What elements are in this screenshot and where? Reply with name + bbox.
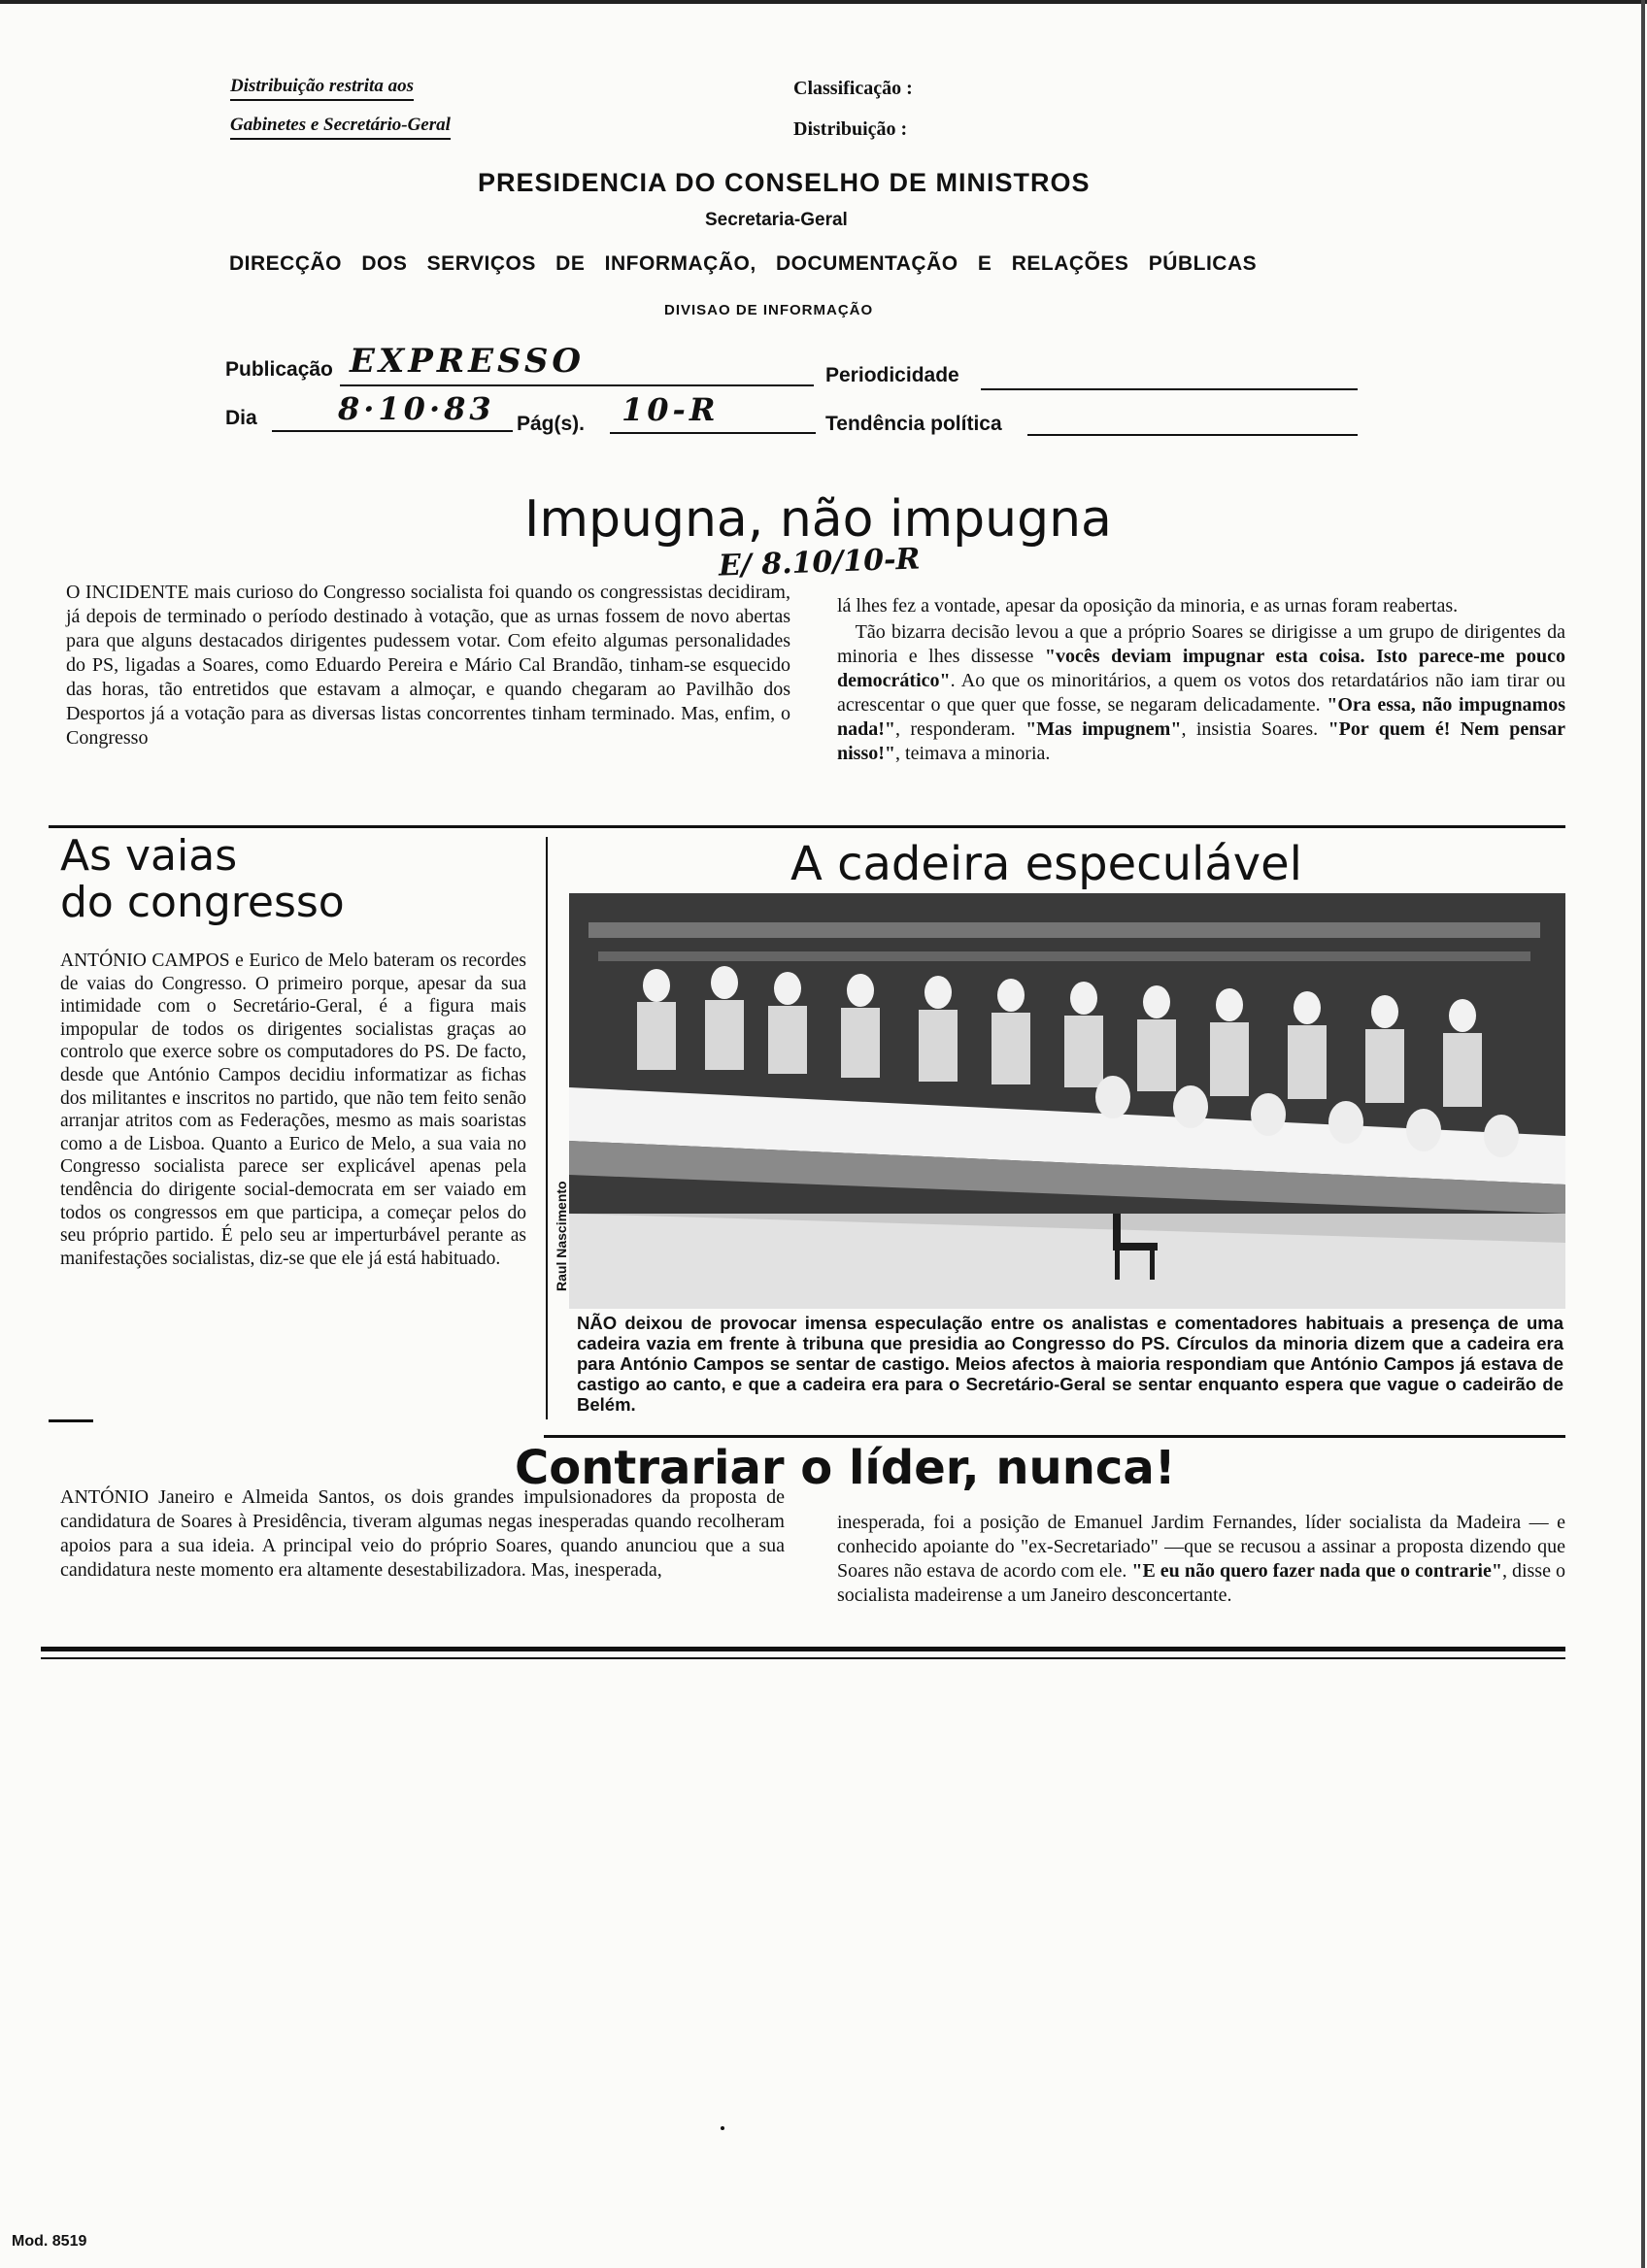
photo-caption: NÃO deixou de provocar imensa especulação entre os analistas e comentadores habituais a presença de uma cadeira vazia em frente à tribuna que presidia ao Congresso do PS. Círculos da minoria dizem que a cadeira era para António Campos se sentar de castigo. Meios afectos à maioria respondiam que António Campos já estava de castigo ao canto, e que a cadeira era para o Secretário-Geral se sentar enquanto espera que vague o cadeirão de Belém. (577, 1313, 1563, 1415)
bottom-rule-thick (41, 1647, 1565, 1651)
periodicidade-line (981, 388, 1358, 390)
page-edge-right (1641, 0, 1645, 2268)
distribuicao-label: Distribuição : (793, 118, 908, 140)
article1-right-p2 (837, 620, 1565, 766)
article1-left-text: O INCIDENTE mais curioso do Congresso socialista foi quando os congressistas decidiram, já depois de terminado o período destinado à votação, que as urnas fossem de novo abertas para que alguns destacados dirigentes pudessem votar. Com efeito algumas personalidades do PS, ligadas a Soares, como Eduardo Pereira e Mário Cal Brandão, tinham-se esquecido das horas, tão entretidos que estavam a almoçar, e quando chegaram ao Pavilhão dos Desportos já a votação para as diversas listas concorrentes tinham terminado. Mas, enfim, o Congresso (66, 582, 790, 749)
form-stamp: Mod. 8519 (12, 2233, 87, 2250)
divider-rule-2 (544, 1435, 1565, 1438)
page-edge-top (0, 0, 1647, 4)
article2-headline-line2: do congresso (60, 878, 345, 927)
distribution-line-1: Distribuição restrita aos (230, 76, 414, 101)
pags-line (610, 432, 816, 434)
a1-p2-quote1: "vocês deviam impugnar esta coisa. Isto parece-me pouco democrático" (837, 646, 1565, 691)
column-divider-vertical (546, 837, 548, 1419)
dia-line (272, 430, 513, 432)
a1-p2-quote2: "Ora essa, não impugnamos nada!" (837, 694, 1566, 740)
article2-headline-line1: As vaias (60, 831, 238, 881)
distribution-line-2: Gabinetes e Secretário-Geral (230, 115, 451, 140)
article1-headline: Impugna, não impugna (524, 490, 1112, 549)
a4-right-c: , disse o socialista madeirense a um Janeiro desconcertante. (837, 1560, 1565, 1606)
dia-handwritten: 8·10·83 (338, 390, 495, 427)
article2-headline (60, 833, 345, 926)
article4-right-text (837, 1511, 1565, 1608)
article4-left-text: ANTÓNIO Janeiro e Almeida Santos, os dois grandes impulsionadores da proposta de candidatura de Soares à Presidência, tiveram algumas negas inesperadas quando recolheram apoios para a sua ideia. A principal veio do próprio Soares, quando anunciou que a sua candidatura neste momento era altamente desestabilizadora. Mas, inesperada, (60, 1486, 785, 1581)
publicacao-handwritten: EXPRESSO (350, 342, 586, 381)
a1-p2-a: Tão bizarra decisão levou a que a próprio Soares se dirigisse a um grupo de dirigentes da minoria e lhes dissesse (837, 621, 1566, 667)
a1-p2-quote4: "Por quem é! Nem pensar nisso!" (837, 718, 1565, 764)
a1-p2-quote3: "Mas impugnem" (1025, 718, 1182, 740)
article4-left-column (60, 1485, 785, 1584)
tendencia-line (1027, 434, 1358, 436)
tendencia-label: Tendência política (825, 413, 1002, 435)
direccao-title: DIRECÇÃO DOS SERVIÇOS DE INFORMAÇÃO, DOCUMENTAÇÃO E RELAÇÕES PÚBLICAS (229, 252, 1258, 275)
bottom-rule-thin (41, 1657, 1565, 1659)
divider-rule-1 (49, 825, 1565, 828)
a1-p2-c: . Ao que os minoritários, a quem os votos dos retardatários não iam tirar ou acrescentar o que quer que fosse, se negaram delicadamente. (837, 670, 1565, 716)
article4-right-column (837, 1511, 1565, 1610)
congress-photo-graphic (569, 893, 1565, 1309)
article2-text: ANTÓNIO CAMPOS e Eurico de Melo bateram os recordes de vaias do Congresso. O primeiro porque, apesar da sua intimidade com o Secretário-Geral, é a figura mais impopular de todos os dirigentes socialistas graças ao controlo que exerce sobre os computadores do PS. De facto, desde que António Campos decidiu informatizar as fichas dos militantes e inscritos no partido, que não tem feito senão arranjar atritos com as Federações, mesmo as mais soaristas como a de Lisboa. Quanto a Eurico de Melo, a sua vaia no Congresso socialista parece ser explicável apenas pela tendência do dirigente social-democrata em ser vaiado em todos os congressos em que participa, a começar pelos do seu próprio partido. É pelo seu ar imperturbável perante as manifestações socialistas, diz-se que ele já está habituado. (60, 951, 526, 1269)
article2-column (60, 950, 526, 1272)
article1-left-column (66, 581, 790, 752)
a1-p2-i: , teimava a minoria. (895, 743, 1051, 764)
periodicidade-label: Periodicidade (825, 364, 959, 386)
a4-right-a: inesperada, foi a posição de Emanuel Jardim Fernandes, líder socialista da Madeira — e conhecido apoiante do "ex-Secretariado" —que se recusou a assinar a proposta dizendo que Soares não estava de acordo com ele. (837, 1512, 1565, 1582)
divisao-title: DIVISAO DE INFORMAÇÃO (664, 302, 874, 318)
pags-label: Pág(s). (517, 413, 586, 435)
photo-credit: Raul Nascimento (554, 1181, 569, 1291)
congress-photo (569, 893, 1565, 1309)
a1-p2-e: , responderam. (895, 718, 1026, 740)
margin-handwritten-note: E/ 8.10/10-R (718, 542, 921, 584)
publicacao-label: Publicação (225, 358, 333, 381)
article4-headline: Contrariar o líder, nunca! (515, 1441, 1176, 1495)
article1-right-p1: lá lhes fez a vontade, apesar da oposição da minoria, e as urnas foram reabertas. (837, 595, 1459, 617)
publicacao-line (340, 384, 814, 386)
classificacao-label: Classificação : (793, 78, 913, 99)
dia-label: Dia (225, 407, 257, 429)
pags-handwritten: 10-R (622, 391, 720, 428)
speck-dot (721, 2126, 724, 2130)
presidencia-title: PRESIDENCIA DO CONSELHO DE MINISTROS (478, 168, 1091, 197)
article1-right-column (837, 594, 1565, 768)
a4-right-quote: "E eu não quero fazer nada que o contrarie" (1131, 1560, 1502, 1582)
article3-headline: A cadeira especulável (790, 837, 1303, 891)
article2-end-mark (49, 1419, 93, 1422)
secretaria-geral: Secretaria-Geral (705, 210, 848, 230)
a1-p2-g: , insistia Soares. (1181, 718, 1328, 740)
